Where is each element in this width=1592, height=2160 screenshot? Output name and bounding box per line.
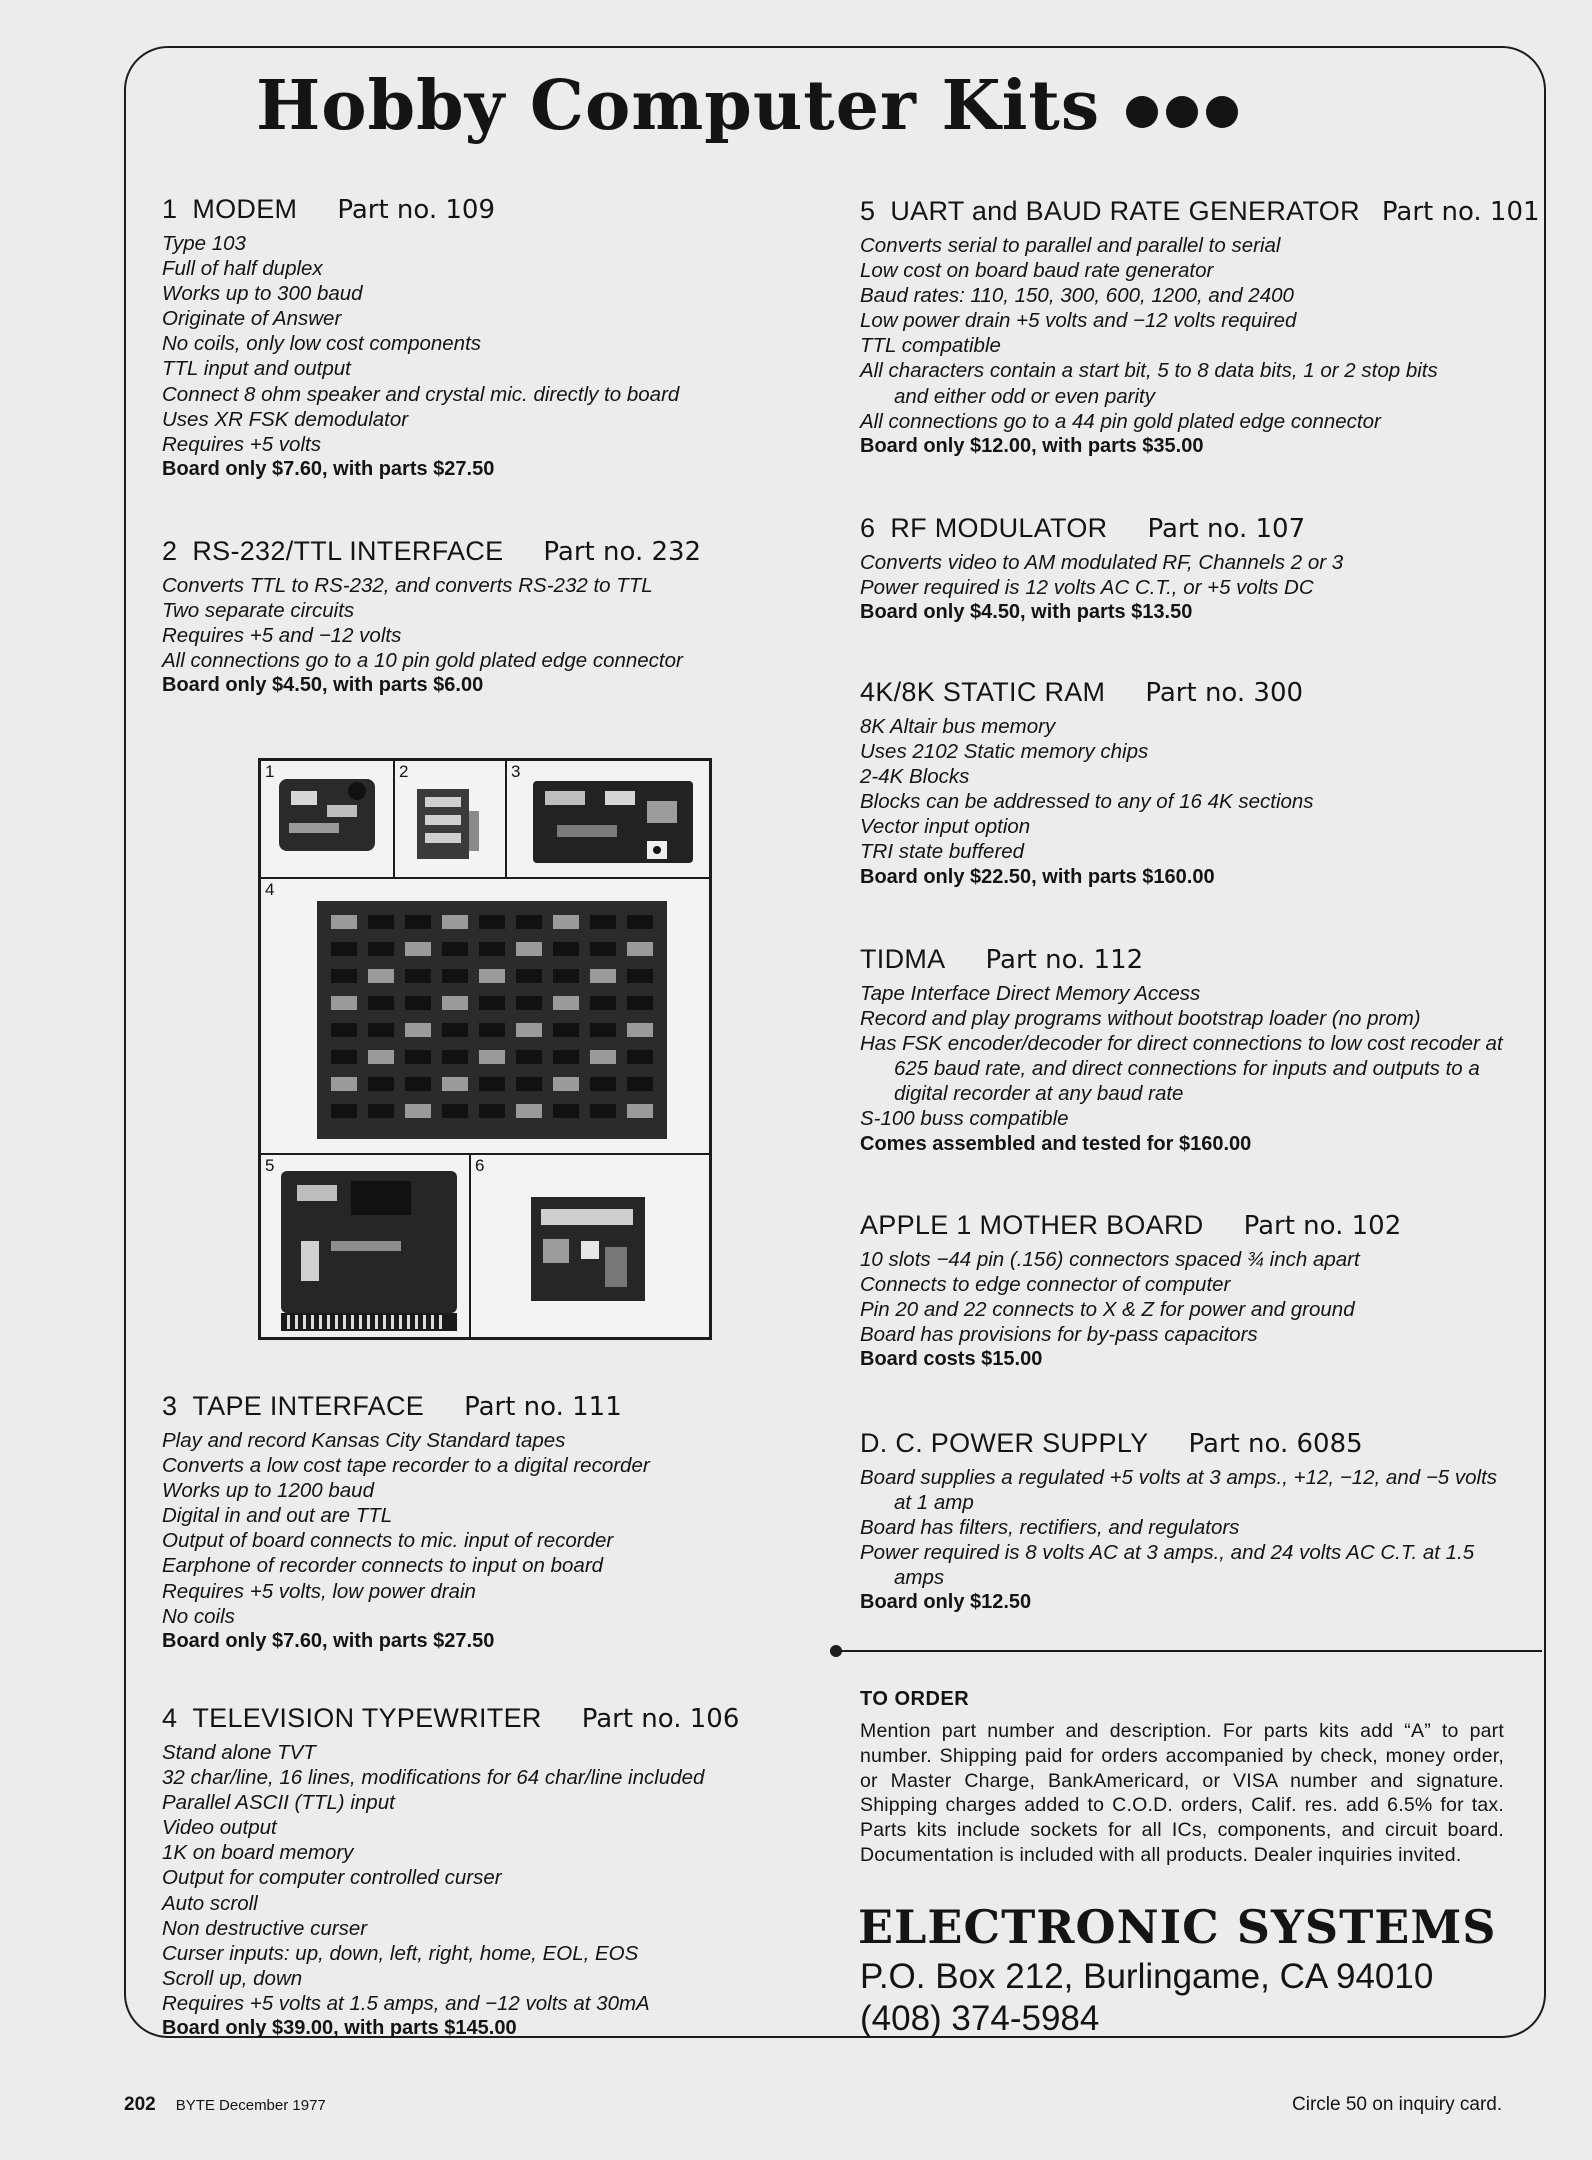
kit-part-number: Part no. 112 xyxy=(985,945,1144,975)
kit-name: APPLE 1 MOTHER BOARD xyxy=(860,1210,1204,1240)
feature-item: Requires +5 volts at 1.5 amps, and −12 volts at 30mA xyxy=(162,1991,650,2015)
kit-heading xyxy=(162,1703,862,1734)
feature-item: Type 103 xyxy=(162,232,246,255)
kit-static-ram xyxy=(860,677,1520,890)
kit-part-number: Part no. 107 xyxy=(1147,514,1306,544)
kit-features xyxy=(162,1428,822,1629)
kit-part-number: Part no. 111 xyxy=(464,1392,622,1422)
feature-item: Low cost on board baud rate generator xyxy=(860,259,1214,283)
feature-item: TTL compatible xyxy=(860,334,1001,358)
feature-item: Converts a low cost tape recorder to a digital recorder xyxy=(162,1454,650,1478)
feature-item: Pin 20 and 22 connects to X & Z for power and ground xyxy=(860,1298,1355,1322)
title-dots xyxy=(1126,96,1238,128)
feature-item: 1K on board memory xyxy=(162,1841,354,1865)
feature-item: Output for computer controlled curser xyxy=(162,1866,502,1890)
kit-name: MODEM xyxy=(192,194,298,224)
feature-item: Converts TTL to RS-232, and converts RS-232 to TTL xyxy=(162,574,653,597)
kit-name: RS-232/TTL INTERFACE xyxy=(192,536,504,566)
kit-features xyxy=(860,981,1510,1132)
feature-item: Digital in and out are TTL xyxy=(162,1504,393,1528)
kit-part-number: Part no. 101 xyxy=(1381,197,1540,227)
kit-name: RF MODULATOR xyxy=(890,513,1108,543)
feature-item: Non destructive curser xyxy=(162,1916,368,1940)
publication-info: BYTE December 1977 xyxy=(175,2097,326,2114)
kit-features xyxy=(860,550,1520,600)
kit-name: D. C. POWER SUPPLY xyxy=(860,1428,1149,1458)
title-dot xyxy=(1166,96,1198,128)
kit-price: Board only $4.50, with parts $6.00 xyxy=(162,674,484,697)
feature-item: All connections go to a 44 pin gold plated edge connector xyxy=(860,409,1381,433)
feature-item: Connect 8 ohm speaker and crystal mic. directly to board xyxy=(162,382,680,406)
kit-price: Comes assembled and tested for $160.00 xyxy=(860,1132,1252,1155)
feature-item: Auto scroll xyxy=(162,1891,258,1915)
feature-item: Works up to 1200 baud xyxy=(162,1479,374,1503)
kit-features xyxy=(860,1247,1520,1347)
feature-item: Curser inputs: up, down, left, right, home, EOL, EOS xyxy=(162,1941,639,1965)
kit-name: UART and BAUD RATE GENERATOR xyxy=(890,196,1360,226)
feature-item: Full of half duplex xyxy=(162,257,323,281)
order-text: Mention part number and description. For parts kits add “A” to part number. Shipping paid for orders accompanied by check, money order, or Master Charge, BankAmericard, or VISA number and signature. Shipping charges added to C.O.D. orders, Calif. res. add 6.5% for tax. Parts kits include sockets for all ICs, components, and circuit board. Documentation is included with all products. Dealer inquiries invited. xyxy=(860,1720,1504,1866)
feature-item: Earphone of recorder connects to input on board xyxy=(162,1554,604,1578)
kit-price: Board only $22.50, with parts $160.00 xyxy=(860,865,1215,888)
feature-item: Power required is 8 volts AC at 3 amps., and 24 volts AC C.T. at 1.5 amps xyxy=(860,1541,1475,1590)
kit-price: Board only $39.00, with parts $145.00 xyxy=(162,2017,517,2040)
kit-part-number: Part no. 102 xyxy=(1243,1211,1402,1241)
feature-item: Stand alone TVT xyxy=(162,1741,316,1764)
kit-heading xyxy=(860,1428,1520,1459)
kit-rf-modulator xyxy=(860,513,1520,625)
title-dot xyxy=(1126,96,1158,128)
kit-number: 1 xyxy=(162,194,178,224)
kit-uart xyxy=(860,196,1540,459)
kit-heading xyxy=(860,677,1520,708)
kit-part-number: Part no. 109 xyxy=(337,195,496,225)
photo-label: 6 xyxy=(475,1156,485,1175)
kit-name: TIDMA xyxy=(860,944,946,974)
photo-label: 3 xyxy=(511,762,521,781)
inquiry-note: Circle 50 on inquiry card. xyxy=(1292,2094,1503,2115)
feature-item: Video output xyxy=(162,1816,277,1840)
feature-item: Requires +5 volts xyxy=(162,432,321,456)
kit-heading xyxy=(162,536,822,567)
photo-label: 5 xyxy=(265,1156,275,1175)
company-phone: (408) 374-5984 xyxy=(860,1999,1100,2038)
feature-item: Scroll up, down xyxy=(162,1966,303,1990)
kit-name: TAPE INTERFACE xyxy=(192,1391,425,1421)
page-footer-left xyxy=(124,2094,326,2116)
photo-modem-board xyxy=(260,760,394,878)
feature-item: 8K Altair bus memory xyxy=(860,715,1056,738)
kit-television-typewriter xyxy=(162,1703,862,2041)
feature-item: Connects to edge connector of computer xyxy=(860,1273,1231,1297)
kit-power-supply xyxy=(860,1428,1520,1615)
kit-number: 6 xyxy=(860,513,876,543)
kit-price: Board only $12.50 xyxy=(860,1591,1032,1614)
feature-item: S-100 buss compatible xyxy=(860,1107,1069,1131)
feature-item: TTL input and output xyxy=(162,357,351,381)
feature-item: Originate of Answer xyxy=(162,307,342,331)
kit-tape-interface xyxy=(162,1391,822,1654)
photo-uart-board xyxy=(260,1154,470,1338)
kit-number: 3 xyxy=(162,1391,178,1421)
kit-part-number: Part no. 106 xyxy=(581,1704,740,1734)
feature-item: All characters contain a start bit, 5 to 8 data bits, 1 or 2 stop bits and either odd or even parity xyxy=(860,359,1438,408)
page-number: 202 xyxy=(124,2094,156,2115)
kit-features xyxy=(860,714,1520,865)
photo-label: 4 xyxy=(265,880,275,899)
kit-number: 5 xyxy=(860,196,876,226)
kit-apple-mother-board xyxy=(860,1210,1520,1372)
kit-heading xyxy=(860,196,1540,227)
feature-item: Converts video to AM modulated RF, Channels 2 or 3 xyxy=(860,551,1344,574)
feature-item: Record and play programs without bootstrap loader (no prom) xyxy=(860,1007,1421,1031)
company-contact xyxy=(860,1956,1433,2040)
feature-item: Requires +5 and −12 volts xyxy=(162,624,402,648)
photo-label: 2 xyxy=(399,762,409,781)
order-heading: TO ORDER xyxy=(860,1688,970,1710)
company-name: ELECTRONIC SYSTEMS xyxy=(858,1900,1497,1954)
kit-features xyxy=(860,1465,1510,1590)
photo-rf-board xyxy=(470,1154,710,1338)
feature-item: Play and record Kansas City Standard tapes xyxy=(162,1429,566,1452)
kit-part-number: Part no. 6085 xyxy=(1188,1429,1363,1459)
kit-number: 4 xyxy=(162,1703,178,1733)
feature-item: Has FSK encoder/decoder for direct connections to low cost recoder at 625 baud rate, and direct connections for inputs and outputs to a digital recorder at any baud rate xyxy=(860,1032,1503,1106)
kit-part-number: Part no. 232 xyxy=(543,537,702,567)
feature-item: TRI state buffered xyxy=(860,840,1025,864)
kit-rs232 xyxy=(162,536,822,698)
kit-price: Board only $7.60, with parts $27.50 xyxy=(162,1629,495,1652)
feature-item: Converts serial to parallel and parallel to serial xyxy=(860,234,1281,257)
feature-item: Requires +5 volts, low power drain xyxy=(162,1579,476,1603)
feature-item: Parallel ASCII (TTL) input xyxy=(162,1791,395,1815)
title-dot xyxy=(1206,96,1238,128)
kit-part-number: Part no. 300 xyxy=(1145,678,1304,708)
feature-item: Baud rates: 110, 150, 300, 600, 1200, and 2400 xyxy=(860,284,1294,308)
feature-item: Board has provisions for by-pass capacitors xyxy=(860,1323,1258,1347)
divider-dot xyxy=(830,1645,842,1657)
kit-number: 2 xyxy=(162,536,178,566)
kit-features xyxy=(162,231,822,457)
photo-rs232-board xyxy=(394,760,506,878)
feature-item: Works up to 300 baud xyxy=(162,282,363,306)
feature-item: Vector input option xyxy=(860,815,1031,839)
kit-heading xyxy=(162,1391,822,1422)
feature-item: Two separate circuits xyxy=(162,599,355,623)
feature-item: Tape Interface Direct Memory Access xyxy=(860,982,1201,1005)
feature-item: Board supplies a regulated +5 volts at 3 amps., +12, −12, and −5 volts at 1 amp xyxy=(860,1466,1498,1515)
kit-heading xyxy=(860,944,1520,975)
feature-item: 32 char/line, 16 lines, modifications for 64 char/line included xyxy=(162,1766,705,1790)
photo-tvt-board xyxy=(260,878,710,1154)
feature-item: Output of board connects to mic. input of recorder xyxy=(162,1529,614,1553)
feature-item: 10 slots −44 pin (.156) connectors spaced ¾ inch apart xyxy=(860,1248,1360,1271)
feature-item: Uses 2102 Static memory chips xyxy=(860,740,1149,764)
kit-name: 4K/8K STATIC RAM xyxy=(860,677,1106,707)
kit-features xyxy=(162,573,822,673)
ad-title: Hobby Computer Kits xyxy=(256,66,1101,146)
kit-price: Board only $12.00, with parts $35.00 xyxy=(860,434,1204,457)
feature-item: Uses XR FSK demodulator xyxy=(162,407,409,431)
kit-price: Board costs $15.00 xyxy=(860,1348,1043,1371)
feature-item: No coils xyxy=(162,1604,235,1628)
kit-features xyxy=(860,233,1460,434)
kit-tidma xyxy=(860,944,1520,1157)
kit-heading xyxy=(860,1210,1520,1241)
kit-heading xyxy=(860,513,1520,544)
order-divider xyxy=(836,1650,1542,1652)
kit-features xyxy=(162,1740,862,2016)
feature-item: Blocks can be addressed to any of 16 4K sections xyxy=(860,790,1314,814)
feature-item: Board has filters, rectifiers, and regulators xyxy=(860,1516,1240,1540)
order-section xyxy=(860,1688,1504,1868)
feature-item: 2-4K Blocks xyxy=(860,765,970,789)
photo-label: 1 xyxy=(265,762,275,781)
board-photo-grid xyxy=(258,758,712,1340)
kit-price: Board only $4.50, with parts $13.50 xyxy=(860,601,1193,624)
photo-tape-board xyxy=(506,760,710,878)
company-address: P.O. Box 212, Burlingame, CA 94010 xyxy=(860,1957,1434,1996)
feature-item: Power required is 12 volts AC C.T., or +5 volts DC xyxy=(860,576,1314,600)
kit-modem xyxy=(162,194,822,482)
feature-item: No coils, only low cost components xyxy=(162,332,482,356)
kit-heading xyxy=(162,194,822,225)
kit-price: Board only $7.60, with parts $27.50 xyxy=(162,457,495,480)
kit-name: TELEVISION TYPEWRITER xyxy=(192,1703,542,1733)
feature-item: All connections go to a 10 pin gold plated edge connector xyxy=(162,649,683,673)
feature-item: Low power drain +5 volts and −12 volts required xyxy=(860,309,1297,333)
